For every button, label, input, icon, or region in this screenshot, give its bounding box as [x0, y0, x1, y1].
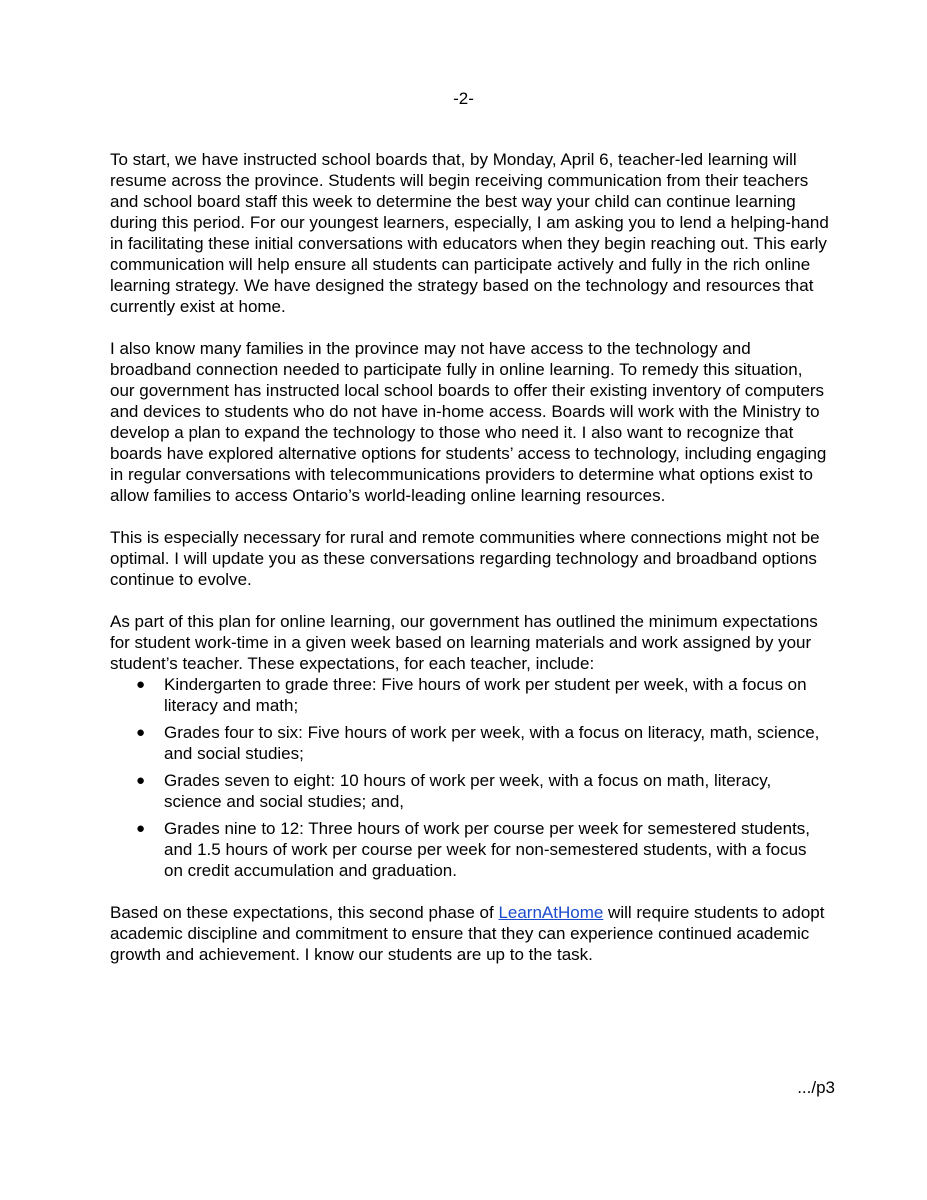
list-item-text: Grades seven to eight: 10 hours of work per week, with a focus on math, literacy, science and social studies; and,	[164, 771, 772, 811]
letter-body	[110, 149, 830, 986]
list-item	[110, 674, 830, 716]
list-item	[110, 722, 830, 764]
bullet-icon: ●	[136, 676, 146, 693]
paragraph-learnathome	[110, 902, 830, 965]
paragraph-technology-access: I also know many families in the province may not have access to the technology and broadband connection needed to participate fully in online learning. To remedy this situation, our government has instructed local school boards to offer their existing inventory of computers and devices to students who do not have in-home access. Boards will work with the Ministry to develop a plan to expand the technology to those who need it. I also want to recognize that boards have explored alternative options for students’ access to technology, including engaging in regular conversations with telecommunications providers to determine what options exist to allow families to access Ontario’s world-leading online learning resources.	[110, 339, 827, 505]
list-item	[110, 770, 830, 812]
list-item-text: Grades nine to 12: Three hours of work per course per week for semestered students, and 1.5 hours of work per course per week for non-semestered students, with a focus on credit accumulation and graduation.	[164, 819, 811, 880]
page-number: -2-	[453, 89, 474, 108]
learnathome-link[interactable]: LearnAtHome	[498, 903, 604, 922]
continuation-marker: .../p3	[797, 1078, 835, 1097]
bullet-icon: ●	[136, 820, 146, 837]
paragraph-text-before-link: Based on these expectations, this second phase of	[110, 903, 499, 922]
paragraph-text-after-link: will require students to adopt academic discipline and commitment to ensure that they can experience continued academic growth and achievement. I know our students are up to the task.	[110, 903, 825, 964]
paragraph-teacher-led-learning: To start, we have instructed school boards that, by Monday, April 6, teacher-led learning will resume across the province. Students will begin receiving communication from their teachers and school board staff this week to determine the best way your child can continue learning during this period. For our youngest learners, especially, I am asking you to lend a helping-hand in facilitating these initial conversations with educators when they begin reaching out. This early communication will help ensure all students can participate actively and fully in the rich online learning strategy. We have designed the strategy based on the technology and resources that currently exist at home.	[110, 150, 829, 316]
paragraph-expectations-intro: As part of this plan for online learning, our government has outlined the minimum expectations for student work-time in a given week based on learning materials and work assigned by your student’s teacher. These expectations, for each teacher, include:	[110, 612, 818, 673]
list-item-text: Kindergarten to grade three: Five hours of work per student per week, with a focus on literacy and math;	[164, 675, 807, 715]
bullet-icon: ●	[136, 772, 146, 789]
bullet-icon: ●	[136, 724, 146, 741]
paragraph-rural-communities: This is especially necessary for rural and remote communities where connections might not be optimal. I will update you as these conversations regarding technology and broadband options continue to evolve.	[110, 528, 820, 589]
list-item	[110, 818, 830, 881]
list-item-text: Grades four to six: Five hours of work per week, with a focus on literacy, math, science, and social studies;	[164, 723, 820, 763]
expectations-list	[110, 674, 830, 881]
